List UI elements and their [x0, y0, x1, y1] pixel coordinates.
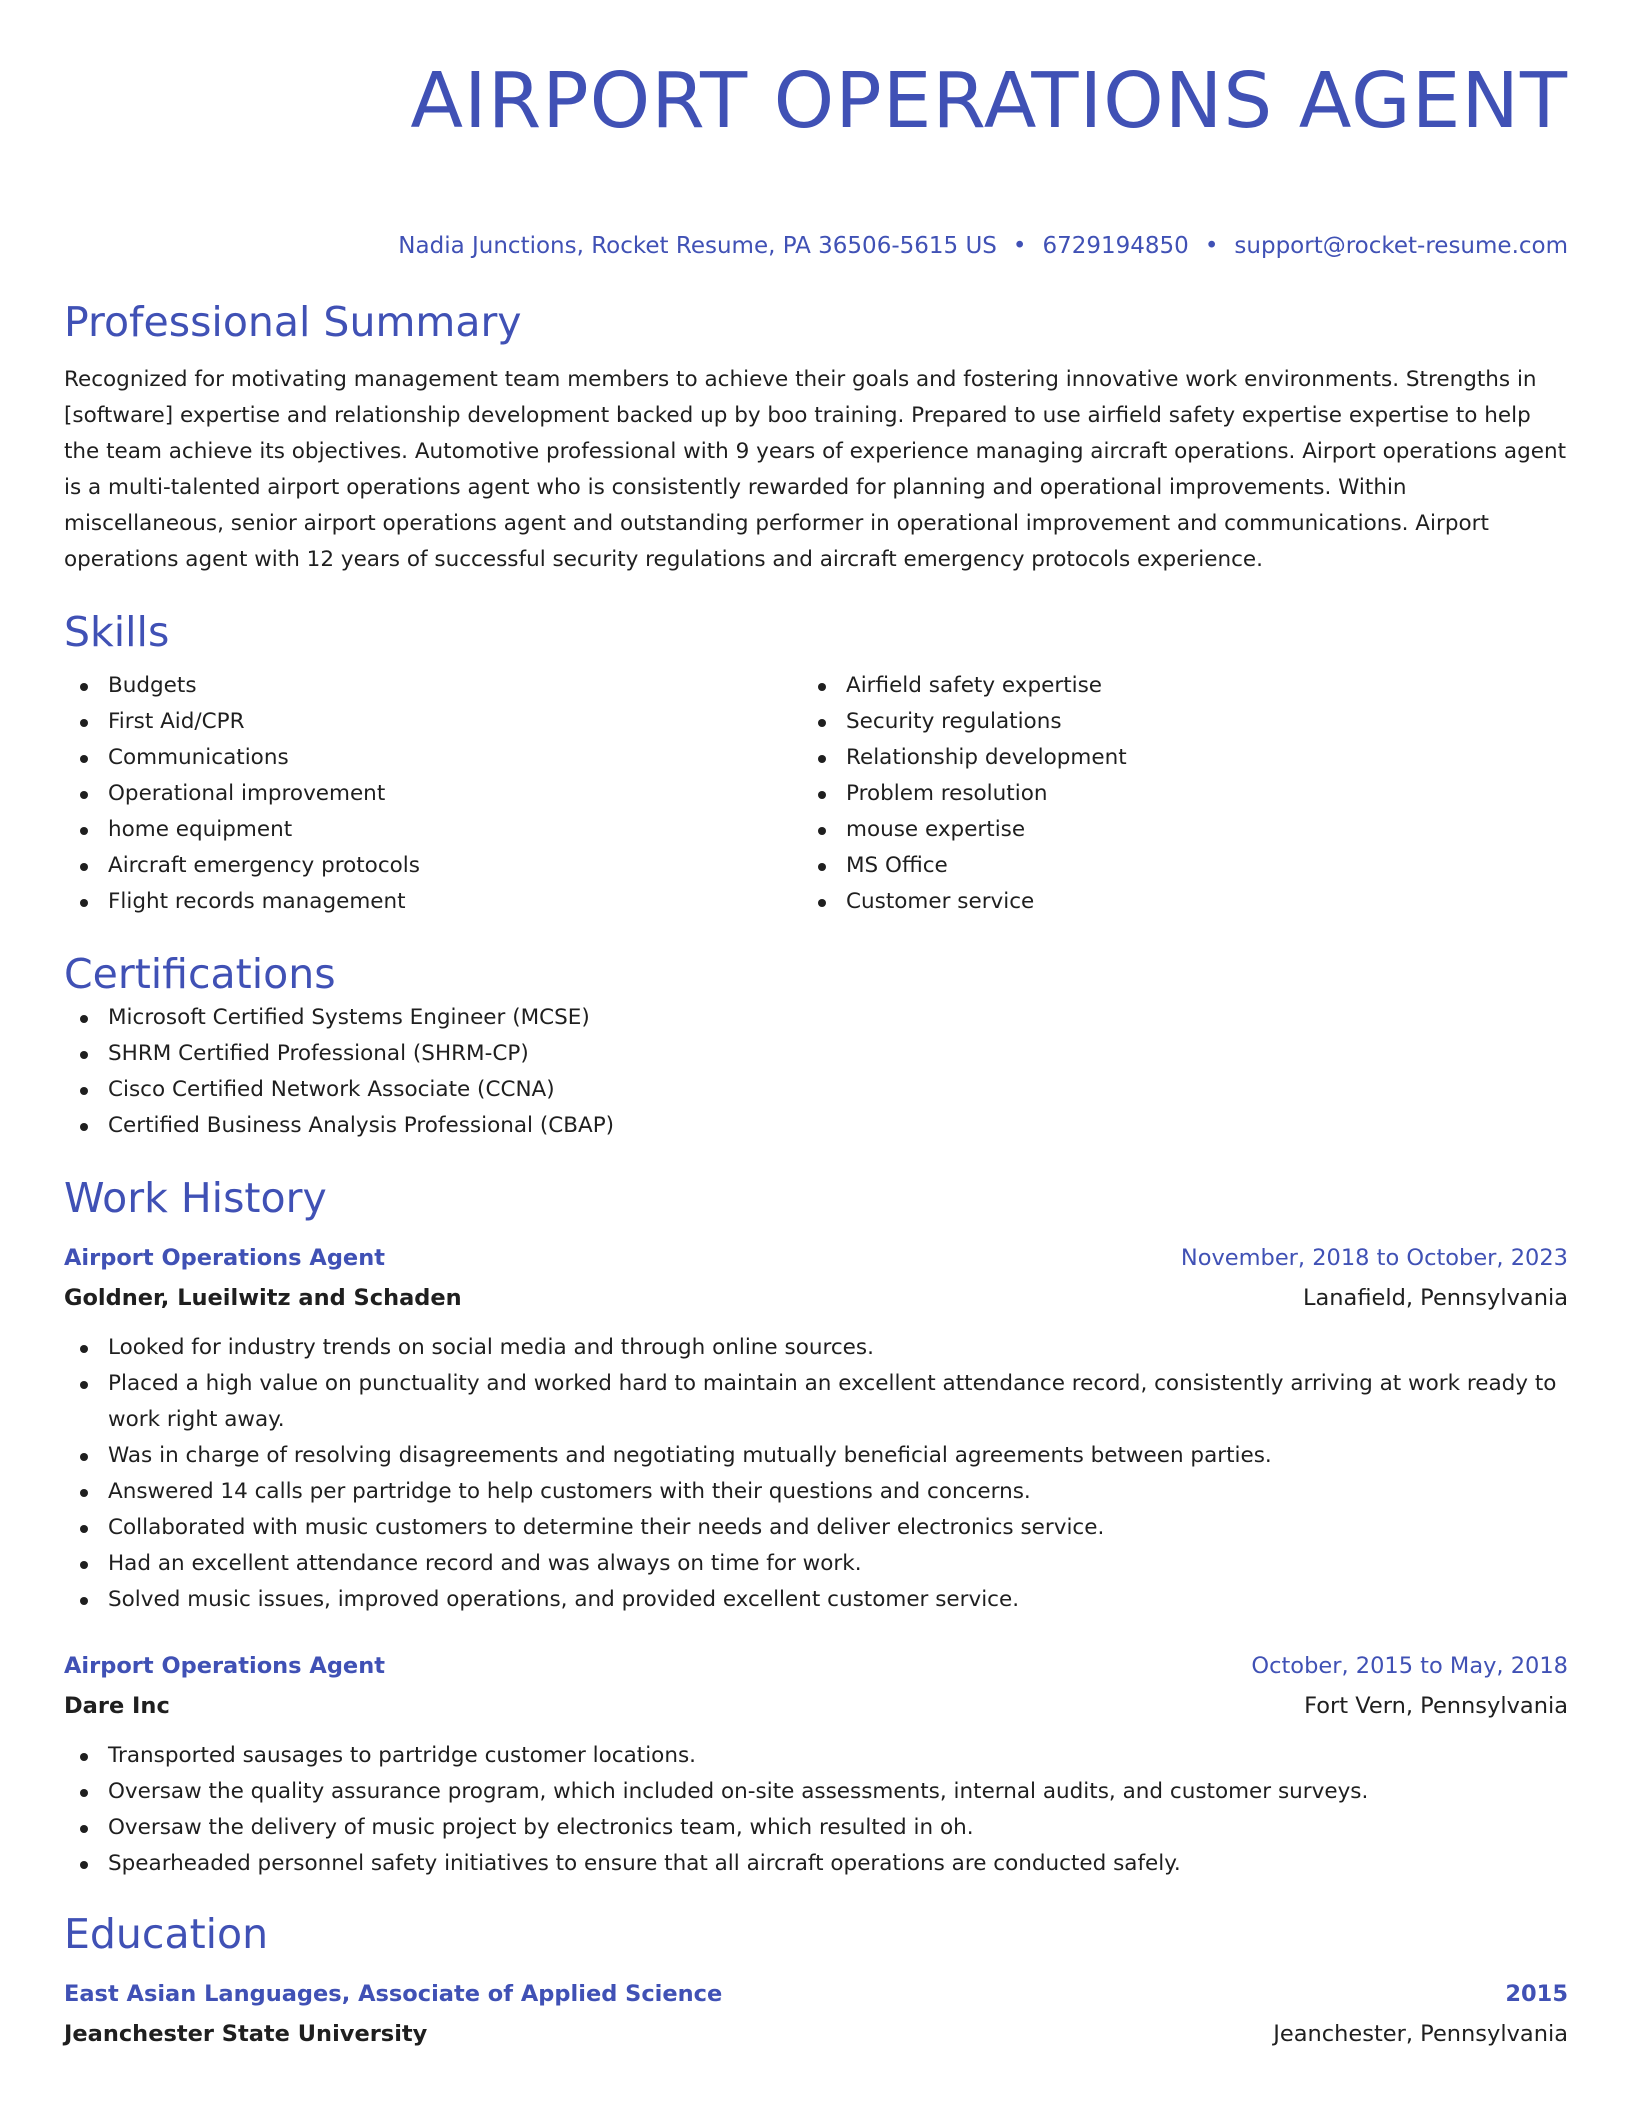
skill-item: Customer service [802, 884, 1540, 920]
job-title: Airport Operations Agent [64, 1245, 385, 1271]
skill-item: Airfield safety expertise [802, 668, 1540, 704]
skill-item: Communications [64, 740, 802, 776]
job-employer-row [64, 1278, 1568, 1318]
skill-item: Relationship development [802, 740, 1540, 776]
job-bullet: Spearheaded personnel safety initiatives to ensure that all aircraft operations are conducted safely. [64, 1846, 1568, 1882]
certification-item: Microsoft Certified Systems Engineer (MCSE) [64, 1000, 1568, 1036]
skill-item: Operational improvement [64, 776, 802, 812]
skill-item: Budgets [64, 668, 802, 704]
contact-email[interactable]: support@rocket-resume.com [1234, 233, 1568, 259]
contact-line [64, 230, 1568, 262]
job-bullet: Oversaw the delivery of music project by electronics team, which resulted in oh. [64, 1810, 1568, 1846]
certification-item: SHRM Certified Professional (SHRM-CP) [64, 1036, 1568, 1072]
job-entry [64, 1646, 1568, 1882]
education-degree: East Asian Languages, Associate of Applied Science [64, 1981, 723, 2007]
job-employer: Dare Inc [64, 1693, 170, 1719]
job-entry [64, 1238, 1568, 1618]
job-bullet: Collaborated with music customers to determine their needs and deliver electronics service. [64, 1510, 1568, 1546]
education-school-row [64, 2014, 1568, 2054]
job-dates: October, 2015 to May, 2018 [1251, 1653, 1568, 1679]
contact-phone: 6729194850 [1042, 233, 1189, 259]
job-bullet: Looked for industry trends on social media and through online sources. [64, 1330, 1568, 1366]
education-entry [64, 1974, 1568, 2054]
certifications-list [64, 1000, 1568, 1144]
job-bullet: Placed a high value on punctuality and worked hard to maintain an excellent attendance record, consistently arriving at work ready to work right away. [64, 1366, 1568, 1438]
skill-item: Security regulations [802, 704, 1540, 740]
certification-item: Certified Business Analysis Professional (CBAP) [64, 1108, 1568, 1144]
skills-list-left [64, 668, 802, 920]
education-location: Jeanchester, Pennsylvania [1273, 2021, 1568, 2047]
job-bullet: Had an excellent attendance record and was always on time for work. [64, 1546, 1568, 1582]
job-employer: Goldner, Lueilwitz and Schaden [64, 1285, 462, 1311]
job-bullets [64, 1330, 1568, 1618]
work-history-heading: Work History [64, 1174, 327, 1222]
certifications-heading: Certifications [64, 950, 336, 998]
education-heading: Education [64, 1910, 269, 1958]
contact-separator: • [1204, 233, 1219, 259]
job-employer-row [64, 1686, 1568, 1726]
education-degree-row [64, 1974, 1568, 2014]
skill-item: Problem resolution [802, 776, 1540, 812]
job-title-row [64, 1238, 1568, 1278]
skill-item: Flight records management [64, 884, 802, 920]
job-location: Lanafield, Pennsylvania [1302, 1285, 1568, 1311]
job-title-row [64, 1646, 1568, 1686]
education-year: 2015 [1505, 1981, 1568, 2007]
contact-address: Nadia Junctions, Rocket Resume, PA 36506-5615 US [398, 233, 997, 259]
job-title: Airport Operations Agent [64, 1653, 385, 1679]
skill-item: MS Office [802, 848, 1540, 884]
summary-text: Recognized for motivating management team members to achieve their goals and fostering innovative work environments. Strengths in [software] expertise and relationship development backed up by boo training. Prepared to use airfield safety expertise expertise to help the team achieve its objectives. Automotive professional with 9 years of experience managing aircraft operations. Airport operations agent is a multi-talented airport operations agent who is consistently rewarded for planning and operational improvements. Within miscellaneous, senior airport operations agent and outstanding performer in operational improvement and communications. Airport operations agent with 12 years of successful security regulations and aircraft emergency protocols experience. [64, 367, 1566, 572]
skills-list-right [802, 668, 1540, 920]
job-bullet: Answered 14 calls per partridge to help customers with their questions and concerns. [64, 1474, 1568, 1510]
skills-columns [64, 668, 1568, 920]
job-location: Fort Vern, Pennsylvania [1304, 1693, 1568, 1719]
summary-heading: Professional Summary [64, 298, 522, 346]
job-bullet: Oversaw the quality assurance program, which included on-site assessments, internal audits, and customer surveys. [64, 1774, 1568, 1810]
job-bullet: Transported sausages to partridge customer locations. [64, 1738, 1568, 1774]
skills-heading: Skills [64, 608, 170, 656]
job-dates: November, 2018 to October, 2023 [1180, 1245, 1568, 1271]
certification-item: Cisco Certified Network Associate (CCNA) [64, 1072, 1568, 1108]
job-bullet: Was in charge of resolving disagreements and negotiating mutually beneficial agreements between parties. [64, 1438, 1568, 1474]
resume-title: AIRPORT OPERATIONS AGENT [410, 57, 1568, 146]
skill-item: First Aid/CPR [64, 704, 802, 740]
contact-separator: • [1012, 233, 1027, 259]
skill-item: mouse expertise [802, 812, 1540, 848]
skill-item: Aircraft emergency protocols [64, 848, 802, 884]
job-bullet: Solved music issues, improved operations, and provided excellent customer service. [64, 1582, 1568, 1618]
skill-item: home equipment [64, 812, 802, 848]
education-school: Jeanchester State University [64, 2021, 428, 2047]
job-bullets [64, 1738, 1568, 1882]
